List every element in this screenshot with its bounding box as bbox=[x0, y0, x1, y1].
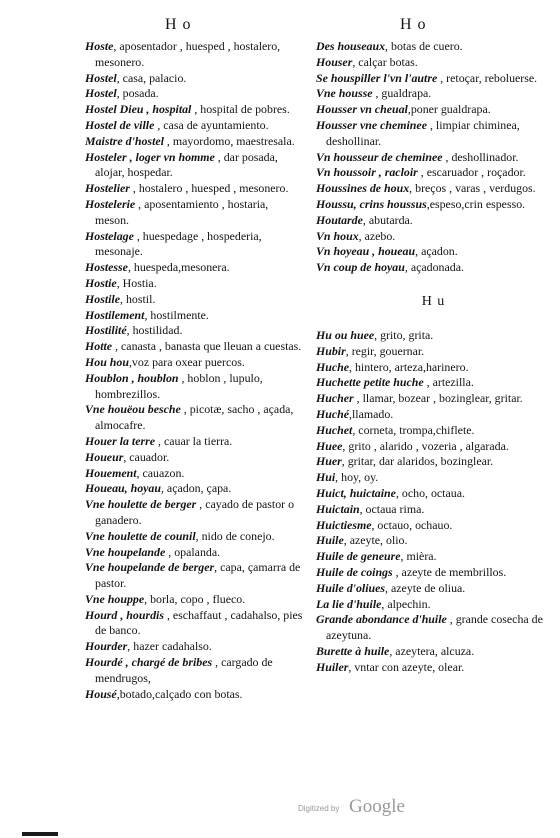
entry-definition: ,voz para oxear puercos. bbox=[128, 354, 245, 369]
dictionary-entry bbox=[316, 197, 551, 213]
dictionary-entry bbox=[316, 644, 551, 660]
dictionary-entry bbox=[316, 660, 551, 676]
dictionary-entry bbox=[316, 344, 551, 360]
entry-headword: Huer bbox=[316, 454, 342, 469]
entry-headword: Houer la terre bbox=[85, 433, 156, 448]
entry-headword: Vne houppe bbox=[85, 591, 145, 606]
entry-headword: Houement bbox=[85, 465, 137, 480]
entry-definition: , dar posada, alojar, hospedar. bbox=[95, 149, 278, 180]
entry-definition: , canasta , banasta que lleuan a cuestas. bbox=[112, 339, 302, 354]
dictionary-entry bbox=[316, 39, 551, 55]
entry-headword: Houssu, crins houssus bbox=[316, 196, 427, 211]
entry-headword: Huile de geneure bbox=[316, 549, 401, 564]
entry-definition: , picotæ, sacho , açada, almocafre. bbox=[95, 402, 294, 433]
entry-headword: Vn coup de hoyau bbox=[316, 260, 405, 275]
dictionary-entry bbox=[85, 260, 305, 276]
dictionary-entry bbox=[316, 150, 551, 166]
dictionary-entry bbox=[85, 608, 305, 640]
entry-definition: ,espeso,crin espesso. bbox=[426, 196, 526, 211]
entry-definition: , hazer cadahalso. bbox=[127, 639, 212, 654]
entry-headword: Hou hou bbox=[85, 354, 129, 369]
entry-definition: , posada. bbox=[116, 86, 159, 101]
entry-headword: Vne houëou besche bbox=[85, 402, 181, 417]
entry-headword: Hostesse bbox=[85, 260, 128, 275]
entry-definition: , deshollinador. bbox=[442, 149, 519, 164]
dictionary-entry bbox=[85, 545, 305, 561]
entry-definition: , breços , varas , verdugos. bbox=[409, 181, 536, 196]
dictionary-entry bbox=[316, 391, 551, 407]
entry-headword: Grande abondance d'huile bbox=[316, 612, 447, 627]
dictionary-entry bbox=[316, 533, 551, 549]
entry-definition: , cauador. bbox=[123, 449, 170, 464]
entry-definition: , huespedage , hospederia, mesonaje. bbox=[95, 228, 262, 259]
dictionary-entry bbox=[85, 86, 305, 102]
entry-definition: , hoblon , lupulo, hombrezillos. bbox=[95, 370, 263, 401]
dictionary-entry bbox=[85, 466, 305, 482]
entry-headword: Huictiesme bbox=[316, 517, 372, 532]
entry-definition: , casa, palacio. bbox=[116, 70, 187, 85]
dictionary-entry bbox=[316, 375, 551, 391]
entry-definition: , alpechin. bbox=[381, 596, 431, 611]
section-heading: H u bbox=[421, 293, 446, 309]
entry-definition: , corneta, trompa,chiflete. bbox=[352, 422, 475, 437]
entry-definition: , hoy, oy. bbox=[335, 470, 379, 485]
dictionary-entry bbox=[316, 597, 551, 613]
dictionary-entry bbox=[316, 102, 551, 118]
dictionary-entry bbox=[85, 102, 305, 118]
entry-definition: , hostil. bbox=[120, 291, 156, 306]
entry-headword: Hostelier bbox=[85, 181, 130, 196]
entry-headword: Housé bbox=[85, 686, 117, 701]
dictionary-entry bbox=[316, 407, 551, 423]
entry-definition: , gritar, dar alaridos, bozinglear. bbox=[341, 454, 494, 469]
right-running-head: H o bbox=[400, 16, 427, 33]
entry-definition: , borla, copo , flueco. bbox=[144, 591, 246, 606]
entry-headword: Hostilité bbox=[85, 323, 127, 338]
entry-headword: Houblon , houblon bbox=[85, 370, 179, 385]
entry-definition: , aposentamiento , hostaria, meson. bbox=[95, 196, 269, 227]
entry-definition: , nido de conejo. bbox=[195, 528, 275, 543]
entry-headword: Huché bbox=[316, 406, 350, 421]
entry-definition: , gualdrapa. bbox=[372, 86, 432, 101]
entry-definition: , açadon. bbox=[415, 244, 458, 259]
entry-headword: Vn hoyeau , houeau bbox=[316, 244, 416, 259]
entry-definition: , hostilidad. bbox=[126, 323, 183, 338]
entry-headword: Housser vne cheminee bbox=[316, 117, 427, 132]
entry-definition: , açadon, çapa. bbox=[160, 481, 232, 496]
entry-definition: , eschaffaut , cadahalso, pies de banco. bbox=[95, 607, 303, 638]
entry-definition: , azebo. bbox=[358, 228, 396, 243]
dictionary-entry bbox=[316, 565, 551, 581]
entry-definition: , azeyte de oliua. bbox=[385, 580, 466, 595]
dictionary-entry bbox=[316, 439, 551, 455]
digitized-label: Digitized by bbox=[298, 804, 340, 813]
entry-headword: Hucher bbox=[316, 391, 354, 406]
dictionary-entry bbox=[85, 529, 305, 545]
entry-definition: , regir, gouernar. bbox=[345, 343, 425, 358]
dictionary-entry bbox=[85, 39, 305, 71]
dictionary-entry bbox=[85, 497, 305, 529]
entry-headword: Hu ou huee bbox=[316, 327, 375, 342]
entry-headword: Houtarde bbox=[316, 212, 363, 227]
dictionary-entry bbox=[316, 470, 551, 486]
dictionary-entry bbox=[85, 229, 305, 261]
entry-definition: ,botado,calçado con botas. bbox=[116, 686, 243, 701]
entry-headword: Hostel bbox=[85, 86, 117, 101]
entry-headword: Vn houx bbox=[316, 228, 359, 243]
entry-headword: Hostelerie bbox=[85, 196, 136, 211]
entry-headword: Huict, huictaine bbox=[316, 485, 396, 500]
dictionary-entry bbox=[85, 402, 305, 434]
entry-headword: Hourder bbox=[85, 639, 128, 654]
dictionary-entry bbox=[316, 454, 551, 470]
entry-headword: Huile de coings bbox=[316, 564, 393, 579]
entry-headword: Vne houpelande bbox=[85, 544, 166, 559]
entry-definition: , cargado de mendrugos, bbox=[95, 655, 273, 685]
entry-definition: , grito , alarido , vozeria , algarada. bbox=[342, 438, 509, 453]
entry-headword: Hostilement bbox=[85, 307, 145, 322]
entry-headword: Huile bbox=[316, 533, 344, 548]
entry-headword: Vn houssoir , racloir bbox=[316, 165, 418, 180]
entry-definition: , aposentador , huesped , hostalero, mesonero. bbox=[95, 39, 281, 69]
entry-definition: , huespeda,mesonera. bbox=[127, 260, 230, 275]
entry-headword: Vne houpelande de berger bbox=[85, 560, 215, 575]
dictionary-entry bbox=[316, 71, 551, 87]
dictionary-entry bbox=[316, 518, 551, 534]
dictionary-entry bbox=[85, 450, 305, 466]
entry-definition: , Hostia. bbox=[116, 275, 157, 290]
dictionary-entry bbox=[85, 197, 305, 229]
entry-definition: , grande cosecha de azeytuna. bbox=[326, 612, 543, 643]
dictionary-entry bbox=[316, 181, 551, 197]
dictionary-entry bbox=[316, 244, 551, 260]
entry-definition: , hospital de pobres. bbox=[191, 102, 290, 117]
entry-headword: Maistre d'hostel bbox=[85, 133, 164, 148]
google-watermark: Google bbox=[349, 796, 405, 817]
entry-definition: , limpiar chiminea, deshollinar. bbox=[326, 117, 520, 148]
entry-headword: Houser bbox=[316, 54, 353, 69]
entry-headword: Hostelage bbox=[85, 228, 134, 243]
entry-definition: , escaruador , roçador. bbox=[417, 165, 526, 180]
dictionary-entry bbox=[85, 339, 305, 355]
entry-definition: , mayordomo, maestresala. bbox=[163, 133, 295, 148]
entry-headword: Vne houlette de berger bbox=[85, 497, 197, 512]
dictionary-entry bbox=[316, 118, 551, 150]
dictionary-entry bbox=[85, 118, 305, 134]
dictionary-entry bbox=[316, 213, 551, 229]
entry-headword: Hostel Dieu , hospital bbox=[85, 102, 192, 117]
entry-definition: , azeytera, alcuza. bbox=[389, 643, 475, 658]
entry-definition: , octaua rima. bbox=[359, 501, 425, 516]
dictionary-entry bbox=[85, 592, 305, 608]
entry-definition: , casa de ayuntamiento. bbox=[154, 117, 269, 132]
dictionary-entry bbox=[316, 360, 551, 376]
entry-definition: , azeyte, olio. bbox=[343, 533, 408, 548]
dictionary-entry bbox=[316, 328, 551, 344]
entry-headword: Des houseaux bbox=[316, 39, 386, 53]
entry-headword: Huche bbox=[316, 359, 350, 374]
entry-headword: Hoste bbox=[85, 39, 114, 53]
entry-headword: Hostel de ville bbox=[85, 117, 155, 132]
entry-definition: ,poner gualdrapa. bbox=[407, 102, 491, 117]
entry-headword: Hourdé , chargé de bribes bbox=[85, 655, 213, 670]
entry-definition: , opalanda. bbox=[165, 544, 221, 559]
left-column bbox=[85, 39, 305, 702]
entry-headword: Hui bbox=[316, 470, 336, 485]
entry-headword: Huictain bbox=[316, 501, 360, 516]
entry-definition: , mièra. bbox=[400, 549, 437, 564]
entry-headword: Hourd , hourdis bbox=[85, 607, 164, 622]
right-column-bottom bbox=[316, 328, 551, 676]
dictionary-entry bbox=[85, 323, 305, 339]
entry-definition: , açadonada. bbox=[404, 260, 464, 275]
left-running-head: H o bbox=[165, 16, 192, 33]
dictionary-entry bbox=[85, 150, 305, 182]
entry-definition: , cauar la tierra. bbox=[155, 433, 233, 448]
entry-definition: , vntar con azeyte, olear. bbox=[348, 659, 465, 674]
entry-definition: , cayado de pastor o ganadero. bbox=[95, 497, 295, 527]
right-column bbox=[316, 39, 551, 675]
right-column-top bbox=[316, 39, 551, 276]
dictionary-entry bbox=[316, 55, 551, 71]
entry-headword: Huile d'oliues bbox=[316, 580, 386, 595]
entry-headword: Hubir bbox=[316, 343, 346, 358]
entry-definition: , retoçar, reboluerse. bbox=[437, 70, 538, 85]
entry-headword: Hostel bbox=[85, 70, 117, 85]
entry-headword: Housser vn cheual bbox=[316, 102, 408, 117]
entry-headword: Houeur bbox=[85, 449, 124, 464]
dictionary-entry bbox=[85, 434, 305, 450]
entry-definition: , cauazon. bbox=[136, 465, 185, 480]
dictionary-entry bbox=[316, 486, 551, 502]
entry-definition: , hostilmente. bbox=[144, 307, 209, 322]
entry-definition: , llamar, bozear , bozinglear, gritar. bbox=[353, 391, 523, 406]
entry-definition: , hintero, arteza,harinero. bbox=[349, 359, 469, 374]
entry-headword: Vne housse bbox=[316, 86, 373, 101]
entry-headword: Huiler bbox=[316, 659, 349, 674]
dictionary-entry bbox=[85, 355, 305, 371]
entry-definition: , artezilla. bbox=[423, 375, 474, 390]
dictionary-entry bbox=[85, 134, 305, 150]
dictionary-entry bbox=[85, 639, 305, 655]
entry-definition: , hostalero , huesped , mesonero. bbox=[129, 181, 289, 196]
entry-headword: Hostie bbox=[85, 275, 117, 290]
entry-headword: La lie d'huile bbox=[316, 596, 382, 611]
page-edge-mark bbox=[22, 832, 58, 836]
dictionary-entry bbox=[85, 181, 305, 197]
entry-definition: , ocho, octaua. bbox=[395, 485, 465, 500]
entry-definition: , calçar botas. bbox=[352, 54, 418, 69]
entry-headword: Hostile bbox=[85, 291, 121, 306]
entry-headword: Vn housseur de cheminee bbox=[316, 149, 443, 164]
entry-headword: Houeau, hoyau bbox=[85, 481, 161, 496]
dictionary-entry bbox=[85, 560, 305, 592]
dictionary-entry bbox=[316, 229, 551, 245]
dictionary-entry bbox=[316, 86, 551, 102]
dictionary-entry bbox=[316, 549, 551, 565]
dictionary-entry bbox=[85, 655, 305, 687]
entry-definition: , octauo, ochauo. bbox=[371, 517, 453, 532]
entry-headword: Houssines de houx bbox=[316, 181, 410, 196]
dictionary-entry bbox=[85, 308, 305, 324]
entry-headword: Burette à huile bbox=[316, 643, 390, 658]
entry-definition: , azeyte de membrillos. bbox=[392, 564, 507, 579]
dictionary-entry bbox=[316, 502, 551, 518]
entry-headword: Hosteler , loger vn homme bbox=[85, 149, 215, 164]
entry-headword: Huchette petite huche bbox=[316, 375, 424, 390]
entry-headword: Vne houlette de counil bbox=[85, 528, 196, 543]
dictionary-entry bbox=[316, 423, 551, 439]
dictionary-entry bbox=[85, 481, 305, 497]
dictionary-entry bbox=[85, 292, 305, 308]
entry-headword: Se houspiller l'vn l'autre bbox=[316, 70, 438, 85]
entry-headword: Huchet bbox=[316, 422, 353, 437]
dictionary-entry bbox=[85, 371, 305, 403]
dictionary-entry bbox=[316, 165, 551, 181]
entry-headword: Huee bbox=[316, 438, 343, 453]
dictionary-entry bbox=[316, 581, 551, 597]
entry-definition: , capa, çamarra de pastor. bbox=[95, 560, 301, 591]
entry-definition: , botas de cuero. bbox=[385, 39, 463, 53]
entry-definition: , grito, grita. bbox=[374, 327, 434, 342]
dictionary-entry bbox=[85, 687, 305, 703]
entry-definition: ,llamado. bbox=[349, 406, 394, 421]
entry-definition: , abutarda. bbox=[362, 212, 413, 227]
dictionary-entry bbox=[316, 260, 551, 276]
dictionary-entry bbox=[85, 276, 305, 292]
dictionary-entry bbox=[85, 71, 305, 87]
dictionary-entry bbox=[316, 612, 551, 644]
entry-headword: Hotte bbox=[85, 339, 113, 354]
